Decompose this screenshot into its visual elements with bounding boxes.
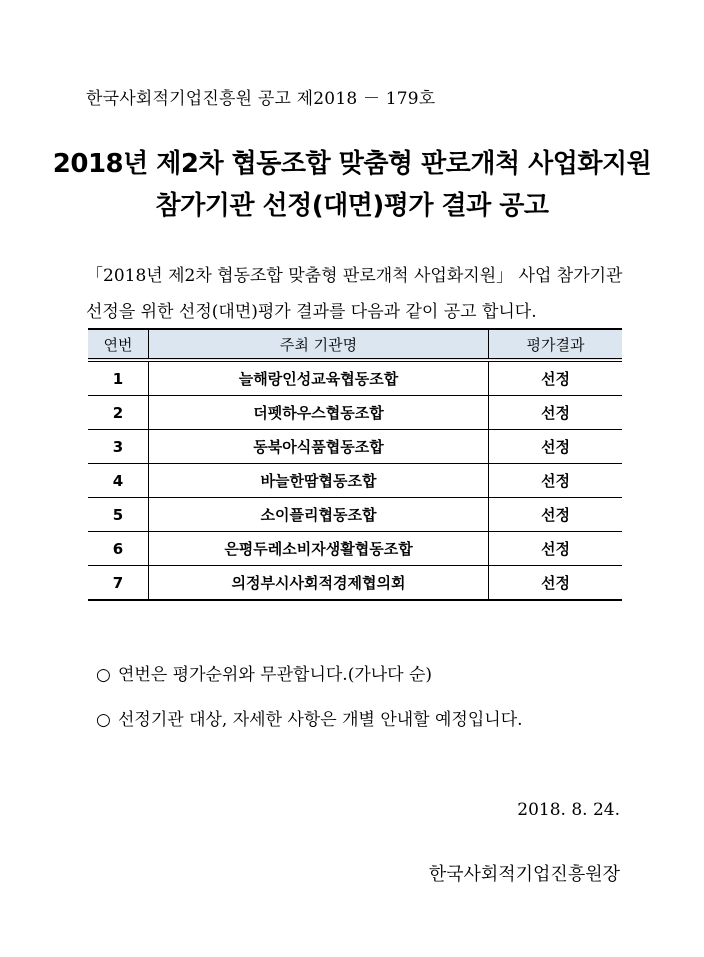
row-number: 1 <box>88 360 149 396</box>
row-organization: 은평두레소비자생활협동조합 <box>149 532 489 566</box>
row-organization: 의정부시사회적경제협의회 <box>149 566 489 601</box>
document-title-line-1: 2018년 제2차 협동조합 맞춤형 판로개척 사업화지원 <box>52 149 652 179</box>
row-number: 4 <box>88 464 149 498</box>
row-result: 선정 <box>489 360 623 396</box>
row-result: 선정 <box>489 464 623 498</box>
notice-number: 한국사회적기업진흥원 공고 제2018 － 179호 <box>86 89 436 109</box>
row-result: 선정 <box>489 396 623 430</box>
row-organization: 늘해랑인성교육협동조합 <box>149 360 489 396</box>
note-text: 선정기관 대상, 자세한 사항은 개별 안내할 예정입니다. <box>118 710 523 730</box>
header-number: 연번 <box>88 329 149 360</box>
table-row <box>88 360 622 396</box>
row-organization: 더펫하우스협동조합 <box>149 396 489 430</box>
row-result: 선정 <box>489 532 623 566</box>
row-number: 6 <box>88 532 149 566</box>
table-row <box>88 498 622 532</box>
notice-date: 2018. 8. 24. <box>517 800 620 820</box>
row-number: 3 <box>88 430 149 464</box>
circle-bullet-icon: ○ <box>96 665 111 685</box>
row-number: 2 <box>88 396 149 430</box>
table-row <box>88 566 622 601</box>
table-row <box>88 532 622 566</box>
table-header-row <box>88 329 622 360</box>
note-item <box>96 660 432 685</box>
row-result: 선정 <box>489 566 623 601</box>
row-number: 5 <box>88 498 149 532</box>
row-result: 선정 <box>489 498 623 532</box>
row-organization: 소이플리협동조합 <box>149 498 489 532</box>
row-organization: 동북아식품협동조합 <box>149 430 489 464</box>
row-result: 선정 <box>489 430 623 464</box>
row-organization: 바늘한땀협동조합 <box>149 464 489 498</box>
document-title-line-2: 참가기관 선정(대면)평가 결과 공고 <box>155 191 549 221</box>
table-row <box>88 464 622 498</box>
table-row <box>88 430 622 464</box>
note-text: 연번은 평가순위와 무관합니다.(가나다 순) <box>118 665 433 685</box>
issuer-name: 한국사회적기업진흥원장 <box>428 864 620 885</box>
row-number: 7 <box>88 566 149 601</box>
circle-bullet-icon: ○ <box>96 710 111 730</box>
note-item <box>96 705 523 730</box>
header-result: 평가결과 <box>489 329 623 360</box>
intro-paragraph: 「2018년 제2차 협동조합 맞춤형 판로개척 사업화지원」 사업 참가기관 선정을 위한 선정(대면)평가 결과를 다음과 같이 공고 합니다. <box>86 266 623 322</box>
table-row <box>88 396 622 430</box>
results-table <box>88 328 622 601</box>
header-organization: 주최 기관명 <box>149 329 489 360</box>
